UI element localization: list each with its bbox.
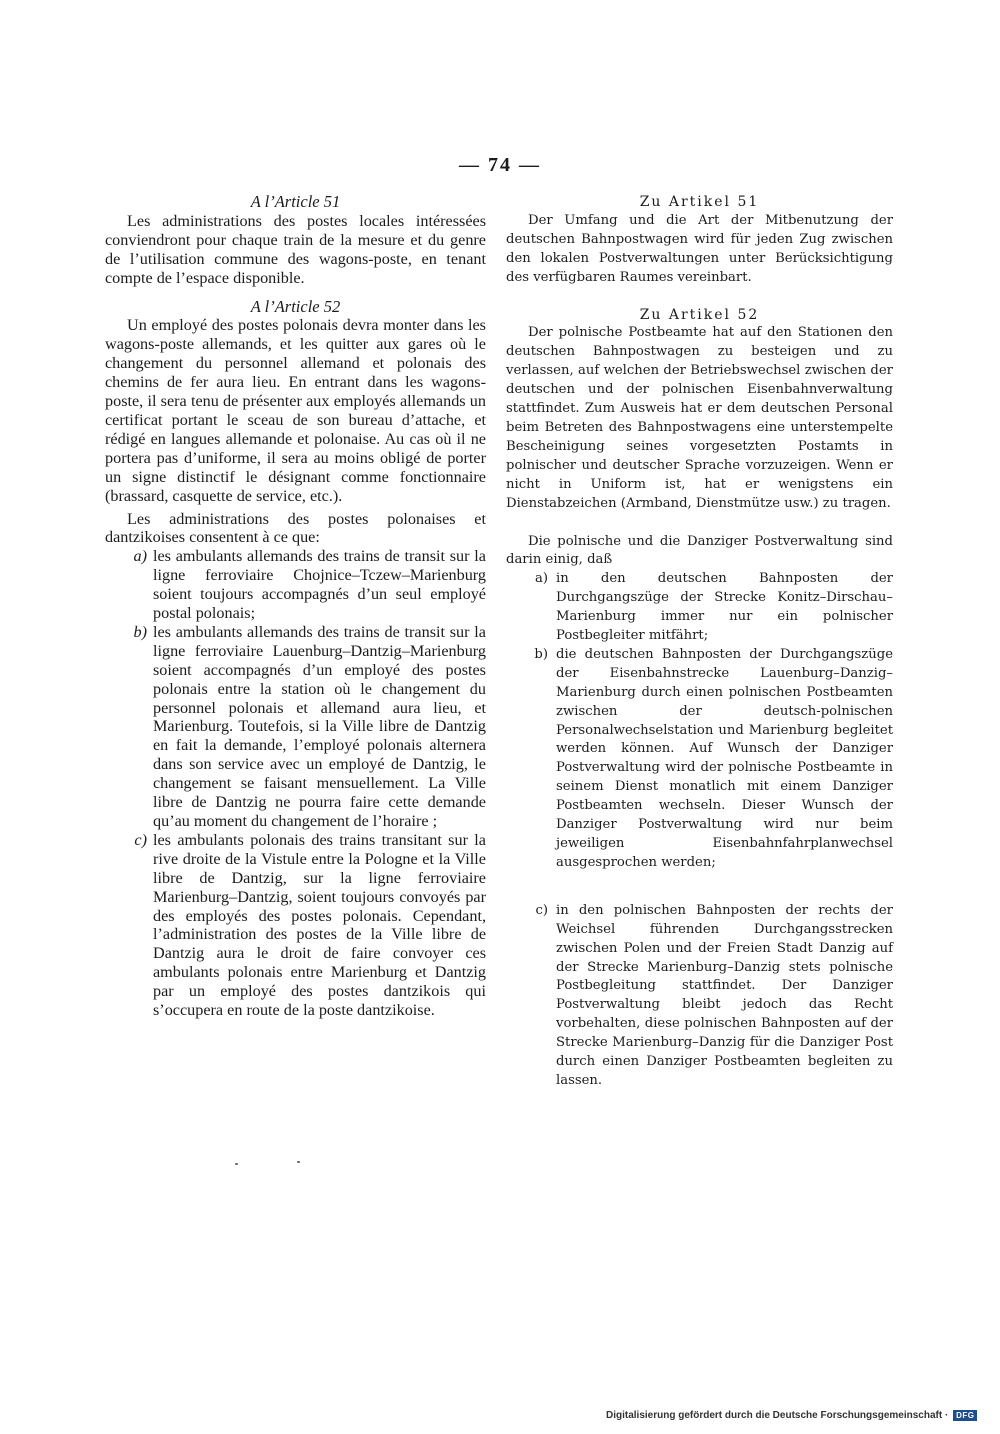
list-item-text: les ambulants allemands des trains de transit sur la ligne ferroviaire Lauenburg–Dantzig–Marienburg soient accompagnés d’un employé des postes polonais entre la station où le changement du personnel polonais et allemand aura lieu, et Marienburg. Toutefois, si la Ville libre de Dantzig en fait la demande, l’employé polonais alternera dans son service avec un employé de Dantzig, le changement se faisant mensuellement. La Ville libre de Dantzig ne pourra faire cette demande qu’au moment du changement de l’horaire ; (153, 622, 486, 830)
list-marker: a) (534, 571, 548, 587)
page-number: — 74 — (459, 154, 541, 176)
german-article-51-text: Der Umfang und die Art der Mitbenutzung der deutschen Bahnpostwagen wird für jeden Zug zwischen den lokalen Postverwaltungen unter Berücksichtigung des verfügbaren Raumes vereinbart. (506, 212, 893, 285)
list-item-text: die deutschen Bahnposten der Durchgangszüge der Eisenbahnstrecke Lauenburg–Danzig–Marienburg durch einen polnischen Postbeamten zwischen der deutsch-polnischen Personalwechselstation und Marienburg begleitet werden können. Auf Wunsch der Danziger Postverwaltung wird der polnische Postbeamte in seinem Dienst monatlich mit einem Danziger Postbeamten wechseln. Dieser Wunsch der Danziger Postverwaltung wird nur beim jeweiligen Eisenbahnfahrplanwechsel ausgesprochen werden; (556, 646, 893, 870)
list-marker: c) (535, 902, 548, 918)
french-article-51-text: Les administrations des postes locales intéressées conviendront pour chaque train de la mesure et du genre de l’utilisation commune des wagons-poste, en tenant compte de l’espace disponible. (105, 211, 486, 287)
list-marker: c) (134, 830, 147, 849)
german-column (506, 193, 893, 1091)
list-item-text: les ambulants allemands des trains de transit sur la ligne ferroviaire Chojnice–Tczew–Marienburg soient toujours accompagnés d’un seul employé postal polonais; (153, 547, 486, 623)
german-heading-article-51: Zu Artikel 51 (639, 194, 760, 210)
credit-text: Digitalisierung gefördert durch die Deutsche Forschungsgemeinschaft · (606, 1410, 949, 1422)
list-item (506, 570, 893, 646)
list-item (506, 646, 893, 873)
list-item (506, 902, 893, 1091)
list-item (105, 547, 486, 623)
speck (297, 1161, 300, 1163)
list-item (105, 831, 486, 1020)
speck (235, 1163, 238, 1165)
german-heading-article-52: Zu Artikel 52 (639, 306, 760, 323)
list-marker: a) (133, 547, 147, 566)
dfg-logo: DFG (953, 1410, 977, 1421)
german-article-52-list (506, 570, 893, 1091)
digitization-credit (606, 1410, 977, 1421)
list-item-text: in den deutschen Bahnposten der Durchgangszüge der Strecke Konitz–Dirschau–Marienburg immer nur ein polnischer Postbegleiter mitfährt; (556, 571, 893, 644)
german-article-52-paragraph-1: Der polnische Postbeamte hat auf den Stationen den deutschen Bahnpostwagen zu besteigen und zu verlassen, auf welchen der Betriebswechsel zwischen der deutschen und der polnischen Eisenbahnverwaltung stattfindet. Zum Ausweis hat er dem deutschen Personal beim Betreten des Bahnpostwagens eine unterstempelte Bescheinigung seines vorgesetzten Postamts in polnischer und deutscher Sprache vorzuzeigen. Wenn er nicht in Uniform ist, hat er wenigstens ein Dienstabzeichen (Armband, Dienstmütze usw.) zu tragen. (506, 325, 893, 511)
french-article-52-list (105, 547, 486, 1020)
list-marker: b) (534, 646, 548, 662)
german-article-52-paragraph-2: Die polnische und die Danziger Postverwaltung sind darin einig, daß (506, 533, 893, 568)
list-item-text: in den polnischen Bahnposten der rechts der Weichsel führenden Durchgangsstrecken zwischen Polen und der Freien Stadt Danzig auf der Strecke Marienburg–Danzig stets polnische Postbegleitung stattfindet. Der Danziger Postverwaltung bleibt jedoch das Recht vorbehalten, diese polnischen Bahnposten auf der Strecke Marienburg–Danzig für die Danziger Post durch einen Danziger Postbeamten begleiten zu lassen. (556, 902, 893, 1088)
list-item (105, 623, 486, 831)
french-heading-article-51: A l’Article 51 (250, 192, 341, 211)
french-article-52-paragraph-1: Un employé des postes polonais devra monter dans les wagons-poste allemands, et les quitter aux gares où le changement du personnel allemand et polonais des chemins de fer aura lieu. En entrant dans les wagons-poste, il sera tenu de présenter aux employés allemands un certificat portant le sceau de son bureau d’attache, et rédigé en langues allemande et polonaise. Au cas où il ne portera pas d’uniforme, il sera au moins obligé de porter un signe distinctif le désignant comme fonctionnaire (brassard, casquette de service, etc.). (105, 316, 486, 505)
list-item-text: les ambulants polonais des trains transitant sur la rive droite de la Vistule entre la Pologne et la Ville libre de Dantzig, sur la ligne ferroviaire Marienburg–Dantzig, soient toujours convoyés par des employés des postes polonais. Cependant, l’administration des postes de la Ville libre de Dantzig aura le droit de faire convoyer ces ambulants polonais entre Marienburg et Dantzig par un employé des postes dantzikois qui s’occupera en route de la poste dantzikoise. (153, 830, 486, 1020)
french-article-52-paragraph-2: Les administrations des postes polonaises et dantzikoises consentent à ce que: (105, 509, 486, 547)
list-marker: b) (133, 622, 147, 641)
french-column (105, 193, 486, 1020)
french-heading-article-52: A l’Article 52 (250, 296, 341, 316)
